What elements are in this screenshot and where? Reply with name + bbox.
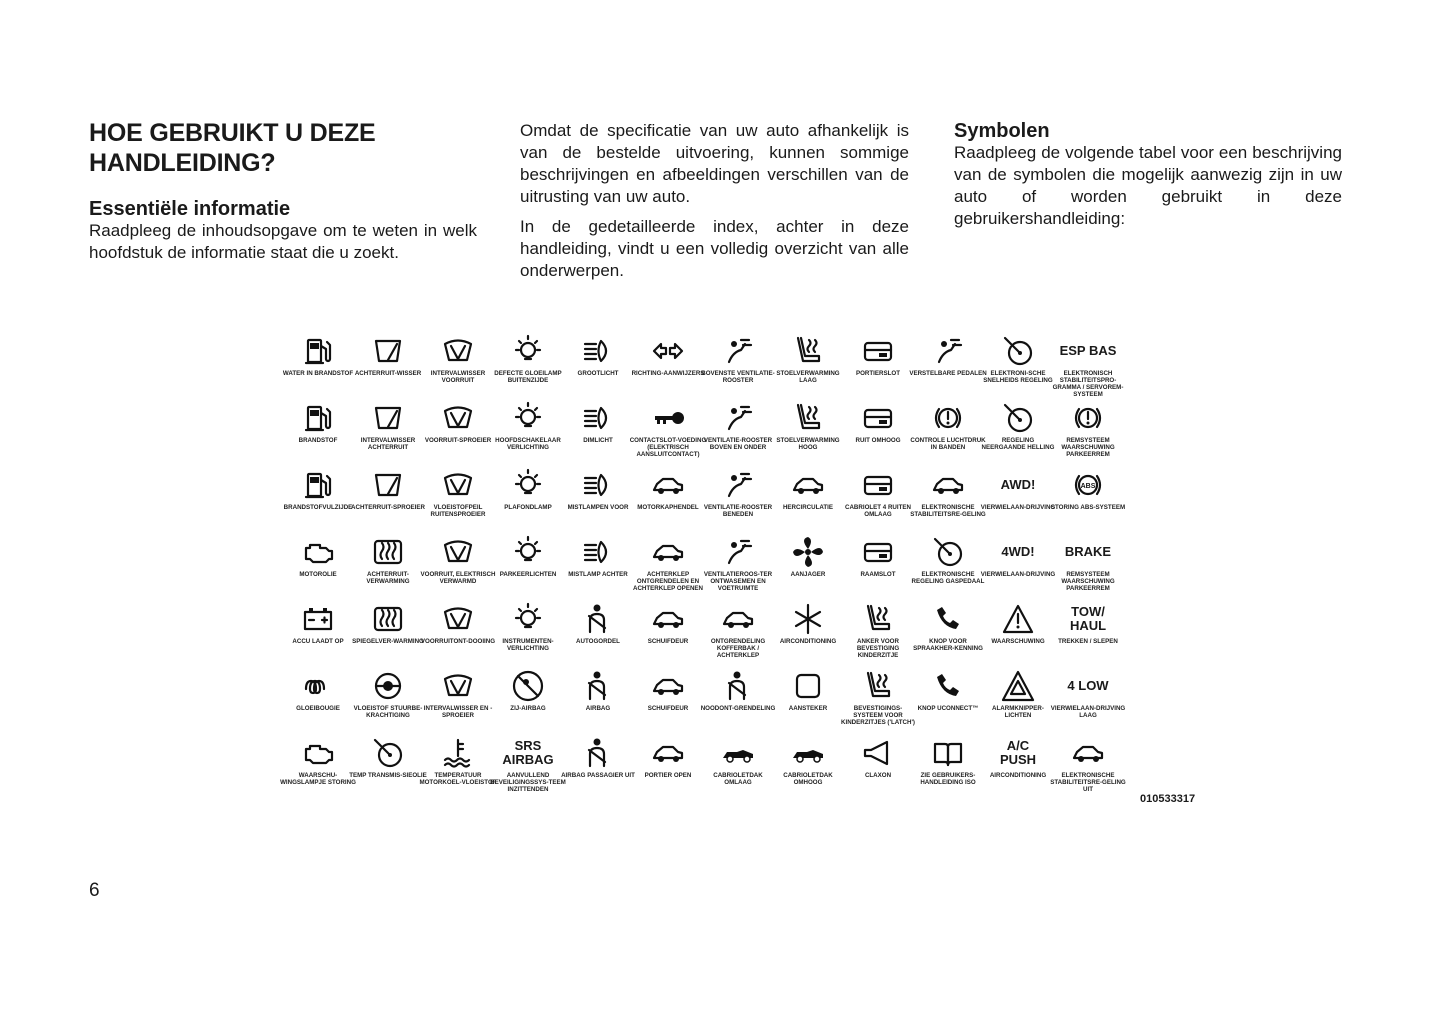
door-lock-icon bbox=[861, 334, 895, 368]
symbol-label: INTERVALWISSER ACHTERRUIT bbox=[360, 437, 416, 451]
symbol-cell bbox=[773, 464, 843, 531]
symbol-label: INTERVALWISSER EN -SPROEIER bbox=[423, 705, 493, 719]
symbol-label: AUTOGORDEL bbox=[576, 638, 620, 645]
symbol-cell bbox=[493, 531, 563, 598]
symbol-label: SPIEGELVER-WARMING bbox=[352, 638, 424, 645]
symbol-label: RAAMSLOT bbox=[860, 571, 896, 578]
symbol-cell bbox=[909, 330, 987, 397]
symbol-cell bbox=[703, 531, 773, 598]
symbol-label: ELEKTRONISCH STABILITEITSPRO-GRAMMA / SERVOREM-SYSTEEM bbox=[1052, 370, 1124, 398]
symbol-label: PORTIERSLOT bbox=[855, 370, 900, 377]
symbol-cell bbox=[490, 732, 566, 799]
front-fog-icon bbox=[581, 468, 615, 502]
symbol-label: REMSYSTEEM WAARSCHUWING PARKEERREM bbox=[1061, 437, 1115, 458]
symbol-cell bbox=[633, 464, 703, 531]
symbol-cell bbox=[843, 397, 913, 464]
parking-lights-icon bbox=[511, 535, 545, 569]
index-paragraph: In de gedetailleerde index, achter in deze handleiding, vindt u een volledig overzicht van alle onderwerpen. bbox=[520, 217, 909, 280]
vent-bilevel-icon bbox=[721, 401, 755, 435]
interval-wiper-icon bbox=[441, 334, 475, 368]
symbol-label: VIERWIELAAN-DRIJVING bbox=[980, 571, 1056, 578]
check-engine-icon bbox=[301, 736, 335, 770]
symbol-label: NOODONT-GRENDELING bbox=[700, 705, 776, 712]
symbol-label: VIERWIELAAN-DRIJVING bbox=[980, 504, 1056, 511]
symbol-cell bbox=[353, 665, 423, 732]
symbol-label: BOVENSTE VENTILATIE-ROOSTER bbox=[701, 370, 775, 384]
symbol-label: ACHTERRUIT-SPROEIER bbox=[351, 504, 425, 511]
ac-icon bbox=[791, 602, 825, 636]
symbol-cell bbox=[353, 464, 423, 531]
lighter-icon bbox=[791, 669, 825, 703]
symbol-cell bbox=[843, 732, 913, 799]
symbol-cell bbox=[353, 598, 423, 665]
symbol-cell bbox=[843, 464, 913, 531]
symbol-cell bbox=[703, 397, 773, 464]
symbol-label: WAARSCHUWING bbox=[991, 638, 1045, 645]
symbol-label: CLAXON bbox=[864, 772, 892, 779]
symbol-cell bbox=[1050, 732, 1126, 799]
esc-off-icon bbox=[1071, 736, 1105, 770]
wiper-washer-icon bbox=[441, 669, 475, 703]
hill-descent-icon bbox=[1001, 401, 1035, 435]
symbol-cell bbox=[349, 732, 427, 799]
oil-icon bbox=[301, 535, 335, 569]
symbol-label: VIERWIELAAN-DRIJVING LAAG bbox=[1050, 705, 1126, 719]
essential-info-text: Raadpleeg de inhoudsopgave om te weten in welk hoofdstuk de informatie staat die u zoekt. bbox=[89, 221, 477, 262]
symbol-label: AIRCONDITIONING bbox=[779, 638, 837, 645]
abs-icon bbox=[1071, 468, 1105, 502]
symbol-label: AANSTEKER bbox=[788, 705, 828, 712]
symbol-label: ZIE GEBRUIKERS-HANDLEIDING ISO bbox=[920, 772, 976, 786]
symbol-cell bbox=[980, 531, 1056, 598]
symbol-label: VENTILATIE-ROOSTER BOVEN EN ONDER bbox=[703, 437, 773, 451]
upper-vent-icon bbox=[721, 334, 755, 368]
ac-push-icon: A/C PUSH bbox=[999, 738, 1037, 767]
symbol-cell bbox=[773, 531, 843, 598]
roof-up-icon bbox=[791, 736, 825, 770]
symbol-cell bbox=[563, 397, 633, 464]
high-beam-icon bbox=[581, 334, 615, 368]
symbol-label: STOELVERWARMING HOOG bbox=[776, 437, 840, 451]
manual-icon bbox=[931, 736, 965, 770]
heated-windshield-icon bbox=[441, 535, 475, 569]
bulb-failure-icon bbox=[511, 334, 545, 368]
roof-down-icon bbox=[721, 736, 755, 770]
symbol-cell bbox=[280, 732, 356, 799]
symbol-cell bbox=[773, 330, 843, 397]
seat-heat-low-icon bbox=[791, 334, 825, 368]
symbol-cell bbox=[420, 598, 496, 665]
pedals-icon bbox=[931, 334, 965, 368]
hazard-icon bbox=[1001, 669, 1035, 703]
latch-icon bbox=[861, 669, 895, 703]
child-anchor-icon bbox=[861, 602, 895, 636]
esp-bas-icon: ESP BAS bbox=[1059, 343, 1117, 358]
symbol-label: AANJAGER bbox=[790, 571, 826, 578]
symbol-cell bbox=[1053, 397, 1123, 464]
cruise-control-icon bbox=[1001, 334, 1035, 368]
symbol-cell bbox=[703, 598, 773, 665]
symbol-cell bbox=[910, 464, 986, 531]
symbol-cell bbox=[1053, 598, 1123, 665]
symbol-label: REGELING NEERGAANDE HELLING bbox=[981, 437, 1055, 451]
symbol-label: MOTORKAPHENDEL bbox=[637, 504, 699, 511]
symbol-label: KNOP UCONNECT™ bbox=[917, 705, 979, 712]
hood-release-icon bbox=[651, 468, 685, 502]
symbol-label: KNOP VOOR SPRAAKHER-KENNING bbox=[913, 638, 983, 652]
brake-warning-icon bbox=[1071, 401, 1105, 435]
symbol-cell bbox=[773, 665, 843, 732]
washer-icon bbox=[441, 401, 475, 435]
symbol-label: WATER IN BRANDSTOF bbox=[282, 370, 354, 377]
brake-text-icon: BRAKE bbox=[1064, 544, 1112, 559]
symbol-cell bbox=[563, 464, 633, 531]
light-switch-icon bbox=[511, 401, 545, 435]
symbol-label: HERCIRCULATIE bbox=[782, 504, 834, 511]
symbol-label: CONTROLE LUCHTDRUK IN BANDEN bbox=[910, 437, 986, 451]
symbols-intro-text: Raadpleeg de volgende tabel voor een beschrijving van de symbolen die mogelijk aanwezig zijn in uw auto of worden gebruikt in deze gebruikershandleiding: bbox=[954, 143, 1342, 228]
symbol-cell bbox=[913, 531, 983, 598]
symbol-cell bbox=[563, 665, 633, 732]
symbol-cell bbox=[423, 330, 493, 397]
symbol-label: WAARSCHU-WINGSLAMPJE STORING bbox=[280, 772, 356, 786]
symbol-cell bbox=[700, 665, 776, 732]
symbol-cell bbox=[283, 665, 353, 732]
recirculation-icon bbox=[791, 468, 825, 502]
symbol-label: MISTLAMPEN VOOR bbox=[567, 504, 629, 511]
symbol-cell bbox=[1053, 531, 1123, 598]
liftgate-icon bbox=[651, 535, 685, 569]
window-lock-icon bbox=[861, 535, 895, 569]
symbol-label: MISTLAMP ACHTER bbox=[568, 571, 628, 578]
symbol-label: PARKEERLICHTEN bbox=[499, 571, 557, 578]
symbol-label: ELEKTRONISCHE STABILITEITSRE-GELING UIT bbox=[1050, 772, 1126, 793]
symbol-cell bbox=[983, 665, 1053, 732]
door-open-icon bbox=[651, 736, 685, 770]
symbol-cell bbox=[419, 732, 497, 799]
symbol-cell bbox=[703, 464, 773, 531]
symbol-cell bbox=[283, 330, 353, 397]
symbol-cell bbox=[910, 397, 986, 464]
etc-icon bbox=[931, 535, 965, 569]
symbols-grid bbox=[280, 330, 1126, 799]
symbol-label: SCHUIFDEUR bbox=[647, 638, 689, 645]
symbol-cell bbox=[913, 732, 983, 799]
symbol-cell bbox=[843, 665, 913, 732]
symbol-cell bbox=[629, 397, 707, 464]
symbol-cell bbox=[773, 732, 843, 799]
symbol-label: ZIJ-AIRBAG bbox=[510, 705, 546, 712]
symbol-label: PORTIER OPEN bbox=[644, 772, 692, 779]
symbol-cell bbox=[983, 397, 1053, 464]
floor-vent-icon bbox=[721, 468, 755, 502]
trunk-emergency-icon bbox=[721, 669, 755, 703]
glow-plug-icon bbox=[301, 669, 335, 703]
symbol-cell bbox=[703, 732, 773, 799]
symbol-cell bbox=[983, 330, 1053, 397]
coolant-icon bbox=[441, 736, 475, 770]
symbol-label: ACHTERRUIT-VERWARMING bbox=[366, 571, 410, 585]
symbol-label: BRANDSTOFVULZIJDE bbox=[283, 504, 353, 511]
tire-pressure-icon bbox=[931, 401, 965, 435]
symbol-cell bbox=[563, 598, 633, 665]
symbol-label: ELEKTRONISCHE REGELING GASPEDAAL bbox=[911, 571, 985, 585]
symbol-cell bbox=[633, 330, 703, 397]
fuel-water-icon bbox=[301, 334, 335, 368]
awd-icon: AWD! bbox=[1000, 477, 1036, 492]
4wd-icon: 4WD! bbox=[1001, 544, 1035, 559]
symbol-label: STORING ABS-SYSTEEM bbox=[1050, 504, 1126, 511]
symbol-cell bbox=[353, 397, 423, 464]
symbol-label: AANVULLEND BEVEILIGINGSSYS-TEEM INZITTENDEN bbox=[490, 772, 566, 793]
symbol-label: CONTACTSLOT-VOEDING (ELEKTRISCH AANSLUITCONTACT) bbox=[629, 437, 707, 458]
symbol-label: CABRIOLETDAK OMHOOG bbox=[783, 772, 833, 786]
symbol-label: RUIT OMHOOG bbox=[855, 437, 901, 444]
tow-haul-icon: TOW/ HAUL bbox=[1069, 604, 1107, 633]
symbol-label: DEFECTE GLOEILAMP BUITENZIJDE bbox=[494, 370, 562, 384]
symbol-label: VENTILATIE-ROOSTER BENEDEN bbox=[703, 504, 773, 518]
spec-paragraph: Omdat de specificatie van uw auto afhankelijk is van de bestelde uitvoering, kunnen sommige beschrijvingen en afbeeldingen verschillen van de uitrusting van uw auto. bbox=[520, 121, 909, 206]
side-airbag-icon bbox=[511, 669, 545, 703]
symbol-label: TEMP TRANSMIS-SIEOLIE bbox=[349, 772, 427, 779]
symbol-cell bbox=[563, 330, 633, 397]
symbol-cell bbox=[283, 598, 353, 665]
symbol-cell bbox=[423, 464, 493, 531]
symbol-label: DIMLICHT bbox=[583, 437, 613, 444]
symbol-label: VENTILATIEROOS-TER ONTWASEMEN EN VOETRUIMTE bbox=[703, 571, 773, 592]
symbol-label: STOELVERWARMING LAAG bbox=[776, 370, 840, 384]
symbol-cell bbox=[493, 665, 563, 732]
symbol-label: REMSYSTEEM WAARSCHUWING PARKEERREM bbox=[1061, 571, 1115, 592]
symbol-label: VLOEISTOF STUURBE-KRACHTIGING bbox=[353, 705, 423, 719]
symbol-label: ELEKTRONI-SCHE SNELHEIDS REGELING bbox=[983, 370, 1053, 384]
symbol-label: ELEKTRONISCHE STABILITEITSRE-GELING bbox=[910, 504, 986, 518]
symbol-label: MOTOROLIE bbox=[299, 571, 337, 578]
symbol-label: ACHTERRUIT-WISSER bbox=[354, 370, 422, 377]
symbol-label: TREKKEN / SLEPEN bbox=[1058, 638, 1118, 645]
dimmer-icon bbox=[511, 602, 545, 636]
symbol-cell bbox=[423, 665, 493, 732]
sliding-door-2-icon bbox=[651, 669, 685, 703]
symbol-label: ONTGRENDELING KOFFERBAK / ACHTERKLEP bbox=[710, 638, 766, 659]
symbol-cell bbox=[1050, 665, 1126, 732]
rear-interval-wiper-icon bbox=[371, 401, 405, 435]
seatbelt-icon bbox=[581, 602, 615, 636]
symbol-label: VOORRUIT-SPROEIER bbox=[424, 437, 492, 444]
section-heading-essential-info: Essentiële informatie bbox=[89, 198, 291, 220]
symbol-label: SCHUIFDEUR bbox=[647, 705, 689, 712]
symbol-cell bbox=[913, 598, 983, 665]
srs-icon: SRS AIRBAG bbox=[502, 738, 554, 767]
symbol-cell bbox=[1050, 464, 1126, 531]
symbol-cell bbox=[493, 464, 563, 531]
defrost-floor-icon bbox=[721, 535, 755, 569]
symbol-cell bbox=[773, 598, 843, 665]
fuel-side-icon bbox=[301, 468, 335, 502]
washer-fluid-icon bbox=[441, 468, 475, 502]
symbol-cell bbox=[843, 531, 913, 598]
airbag-icon bbox=[581, 669, 615, 703]
trans-temp-icon bbox=[371, 736, 405, 770]
page-title: HOE GEBRUIKT U DEZE HANDLEIDING? bbox=[89, 119, 376, 177]
dome-lamp-icon bbox=[511, 468, 545, 502]
symbol-label: PLAFONDLAMP bbox=[504, 504, 552, 511]
fan-icon bbox=[791, 535, 825, 569]
symbol-label: CABRIOLETDAK OMLAAG bbox=[713, 772, 763, 786]
symbol-cell bbox=[843, 598, 913, 665]
symbol-cell bbox=[633, 732, 703, 799]
symbol-cell bbox=[423, 397, 493, 464]
uconnect-icon bbox=[931, 669, 965, 703]
symbol-label: RICHTING-AANWIJZERS bbox=[631, 370, 705, 377]
sliding-door-icon bbox=[651, 602, 685, 636]
front-defrost-icon bbox=[441, 602, 475, 636]
symbol-cell bbox=[703, 330, 773, 397]
symbol-cell bbox=[493, 397, 563, 464]
symbol-cell bbox=[283, 531, 353, 598]
symbol-label: HOOFDSCHAKELAAR VERLICHTING bbox=[495, 437, 561, 451]
power-steering-icon bbox=[371, 669, 405, 703]
symbol-cell bbox=[633, 598, 703, 665]
turn-signals-icon bbox=[651, 334, 685, 368]
trunk-release-icon bbox=[721, 602, 755, 636]
symbol-label: ALARMKNIPPER-LICHTEN bbox=[992, 705, 1044, 719]
symbol-label: VOORRUIT, ELEKTRISCH VERWARMD bbox=[420, 571, 496, 585]
symbol-label: ACHTERKLEP ONTGRENDELEN EN ACHTERKLEP OPENEN bbox=[632, 571, 704, 592]
symbol-label: INSTRUMENTEN-VERLICHTING bbox=[502, 638, 554, 652]
symbol-label: AIRBAG bbox=[585, 705, 611, 712]
esc-icon bbox=[931, 468, 965, 502]
symbol-label: VLOEISTOFPEIL RUITENSPROEIER bbox=[430, 504, 486, 518]
symbol-label: TEMPERATUUR MOTORKOEL-VLOEISTOF bbox=[419, 772, 497, 786]
window-up-icon bbox=[861, 401, 895, 435]
horn-icon bbox=[861, 736, 895, 770]
symbol-cell bbox=[353, 330, 423, 397]
mirror-heat-icon bbox=[371, 602, 405, 636]
svg-text:ABS: ABS bbox=[1080, 483, 1096, 490]
low-beam-icon bbox=[581, 401, 615, 435]
seat-heat-high-icon bbox=[791, 401, 825, 435]
symbol-cell bbox=[420, 531, 496, 598]
symbol-cell bbox=[980, 464, 1056, 531]
symbol-label: GROOTLICHT bbox=[577, 370, 619, 377]
symbol-cell bbox=[1053, 330, 1123, 397]
symbol-label: BEVESTIGINGS-SYSTEEM VOOR KINDERZITJES ('LATCH') bbox=[841, 705, 915, 726]
symbol-cell bbox=[283, 397, 353, 464]
page-number: 6 bbox=[89, 880, 100, 901]
symbol-cell bbox=[563, 531, 633, 598]
symbol-label: CABRIOLET 4 RUITEN OMLAAG bbox=[844, 504, 911, 518]
rear-fog-icon bbox=[581, 535, 615, 569]
voice-icon bbox=[931, 602, 965, 636]
section-heading-symbols: Symbolen bbox=[954, 120, 1050, 142]
symbol-cell bbox=[913, 665, 983, 732]
symbol-cell bbox=[283, 464, 353, 531]
symbol-label: BRANDSTOF bbox=[298, 437, 338, 444]
symbol-cell bbox=[983, 598, 1053, 665]
pass-airbag-off-icon bbox=[581, 736, 615, 770]
symbol-cell bbox=[563, 732, 633, 799]
rear-wiper-icon bbox=[371, 334, 405, 368]
symbol-label: AIRCONDITIONING bbox=[989, 772, 1047, 779]
symbol-label: ANKER VOOR BEVESTIGING KINDERZITJE bbox=[856, 638, 900, 659]
rear-defrost-icon bbox=[371, 535, 405, 569]
symbol-cell bbox=[493, 330, 563, 397]
4low-icon: 4 LOW bbox=[1067, 678, 1109, 693]
symbol-cell bbox=[633, 665, 703, 732]
symbol-label: ACCU LAADT OP bbox=[292, 638, 344, 645]
symbol-label: AIRBAG PASSAGIER UIT bbox=[561, 772, 635, 779]
rear-washer-icon bbox=[371, 468, 405, 502]
symbol-cell bbox=[983, 732, 1053, 799]
warning-icon bbox=[1001, 602, 1035, 636]
symbol-label: VOORRUITONT-DOOIING bbox=[420, 638, 496, 645]
symbol-label: GLOEIBOUGIE bbox=[296, 705, 340, 712]
symbol-cell bbox=[353, 531, 423, 598]
symbol-cell bbox=[773, 397, 843, 464]
symbol-cell bbox=[493, 598, 563, 665]
symbol-label: INTERVALWISSER VOORRUIT bbox=[430, 370, 486, 384]
battery-icon bbox=[301, 602, 335, 636]
fuel-icon bbox=[301, 401, 335, 435]
key-icon bbox=[651, 401, 685, 435]
symbol-cell bbox=[843, 330, 913, 397]
symbol-label: VERSTELBARE PEDALEN bbox=[909, 370, 987, 377]
windows-down-icon bbox=[861, 468, 895, 502]
figure-code: 010533317 bbox=[1140, 793, 1196, 805]
symbol-cell bbox=[633, 531, 703, 598]
